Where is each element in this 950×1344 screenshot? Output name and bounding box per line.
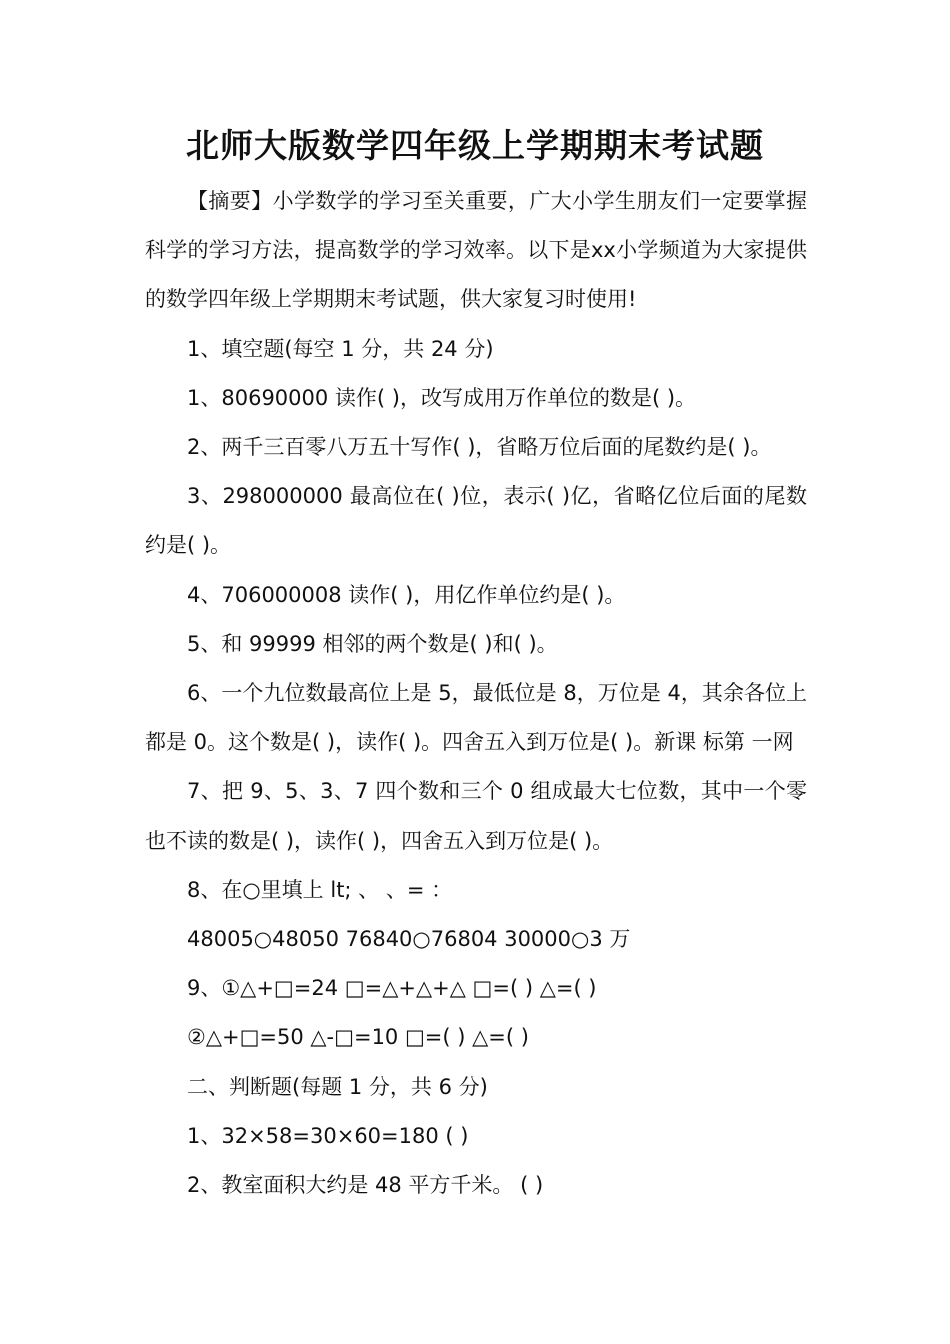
question-paragraph: 5、和 99999 相邻的两个数是( )和( )。: [187, 631, 558, 656]
abstract-paragraph: 【摘要】小学数学的学习至关重要，广大小学生朋友们一定要掌握科学的学习方法，提高数学的学习效率。以下是xx小学频道为大家提供的数学四年级上学期期末考试题，供大家复习时使用!: [145, 189, 807, 312]
question-paragraph: 1、80690000 读作( )，改写成用万作单位的数是( )。: [187, 385, 697, 410]
question-paragraph: 2、两千三百零八万五十写作( )，省略万位后面的尾数约是( )。: [187, 435, 772, 460]
question-paragraph: 2、教室面积大约是 48 平方千米。 ( ): [187, 1173, 544, 1198]
document-title: 北师大版数学四年级上学期期末考试题: [186, 126, 764, 165]
question-paragraph: 9、①△+□=24 □=△+△+△ □=( ) △=( ): [187, 976, 597, 1001]
section-heading-true-false: 二、判断题(每题 1 分，共 6 分): [187, 1074, 488, 1099]
section-heading-fill-blank: 1、填空题(每空 1 分，共 24 分): [187, 336, 494, 361]
question-paragraph: 7、把 9、5、3、7 四个数和三个 0 组成最大七位数，其中一个零也不读的数是( )，读作( )，四舍五入到万位是( )。: [145, 779, 807, 853]
question-paragraph: 3、298000000 最高位在( )位，表示( )亿，省略亿位后面的尾数约是( )。: [145, 484, 807, 558]
question-paragraph: ②△+□=50 △-□=10 □=( ) △=( ): [187, 1025, 529, 1050]
question-paragraph: 4、706000008 读作( )，用亿作单位约是( )。: [187, 582, 626, 607]
question-paragraph: 48005○48050 76840○76804 30000○3 万: [187, 927, 631, 952]
document-body: [145, 177, 807, 1210]
question-paragraph: 6、一个九位数最高位上是 5，最低位是 8，万位是 4，其余各位上都是 0。这个数是( )，读作( )。四舍五入到万位是( )。新课 标第 一网: [145, 681, 807, 755]
question-paragraph: 1、32×58=30×60=180 ( ): [187, 1123, 469, 1148]
question-paragraph: 8、在○里填上 lt; 、 、= ：: [187, 877, 453, 902]
